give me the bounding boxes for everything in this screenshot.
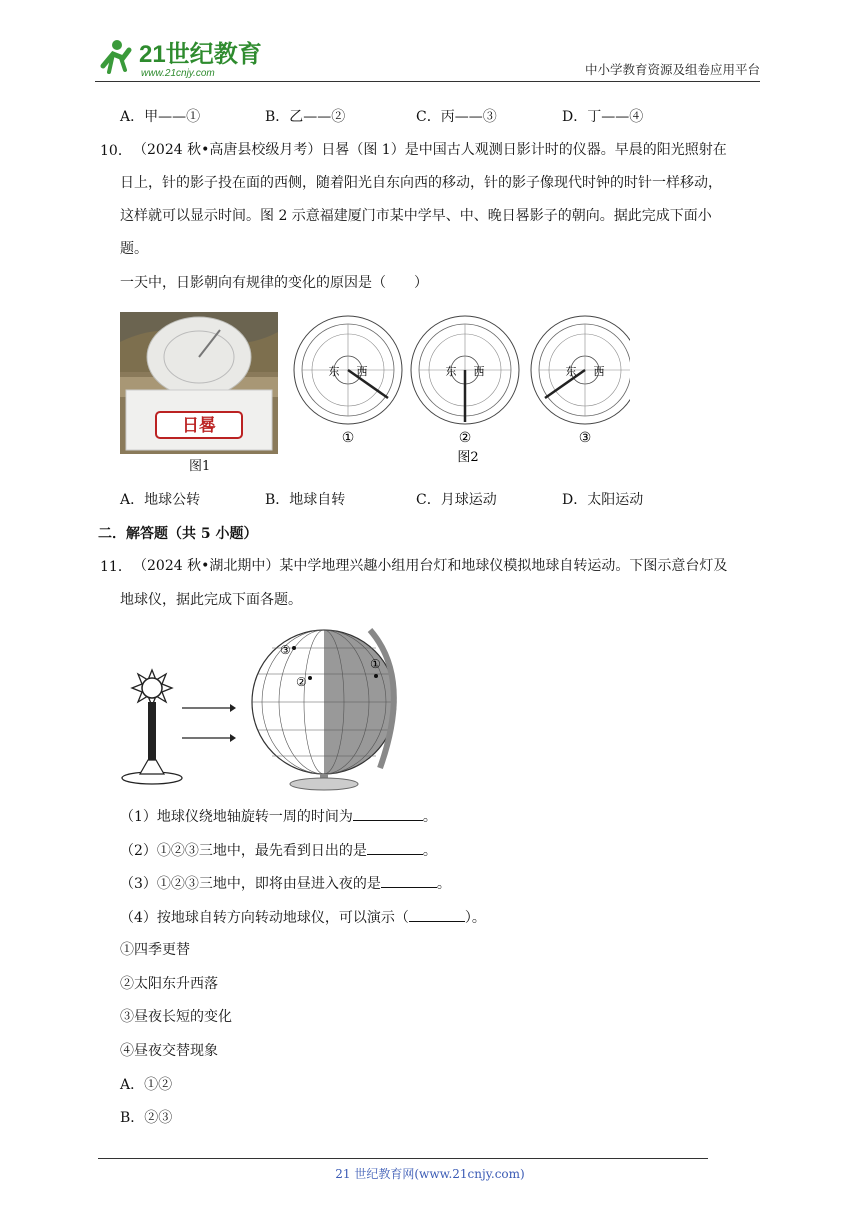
svg-text:西: 西	[356, 365, 368, 378]
fig1-caption: 图1	[189, 459, 211, 474]
q10-line-4: 题。	[120, 241, 148, 257]
q10-line-2: 日上，针的影子投在面的西侧，随着阳光自东向西的移动，针的影子像现代时钟的时针一样移动，	[120, 175, 722, 191]
globe-point-1: ①	[370, 657, 381, 671]
q10-line-3: 这样就可以显示时间。图 2 示意福建厦门市某中学早、中、晚日晷影子的朝向。据此完成下面小	[120, 208, 712, 224]
q11-line-1: （2024 秋•湖北期中）某中学地理兴趣小组用台灯和地球仪模拟地球自转运动。下图示意台灯及	[133, 558, 728, 574]
q11-choice-2: ②太阳东升西落	[120, 976, 218, 992]
footer-text: 21 世纪教育网(www.21cnjy.com)	[335, 1167, 525, 1181]
logo	[95, 36, 265, 80]
q11-sub3: （3）①②③三地中，即将由昼进入夜的是 。	[120, 873, 451, 894]
dial-label-1: ①	[341, 430, 355, 446]
q10-option-a: A．地球公转	[120, 492, 201, 508]
q10-number: 10．	[100, 143, 132, 159]
q11-sub2: （2）①②③三地中，最先看到日出的是 。	[120, 840, 437, 861]
dial-2	[411, 316, 519, 424]
q11-answer-b: B．②③	[120, 1110, 173, 1126]
answer-blank-3[interactable]	[381, 873, 437, 888]
svg-text:西: 西	[593, 365, 605, 378]
q9-option-b: B．乙——②	[265, 109, 346, 125]
q10-option-b: B．地球自转	[265, 492, 346, 508]
platform-name: 中小学教育资源及组卷应用平台	[584, 62, 760, 77]
logo-text: 21世纪教育	[139, 41, 262, 68]
header-divider	[95, 81, 760, 82]
q11-number: 11．	[100, 559, 132, 575]
globe	[252, 630, 396, 790]
globe-point-2: ②	[296, 675, 307, 689]
q10-line-1: （2024 秋•高唐县校级月考）日晷（图 1）是中国古人观测日影计时的仪器。早晨的阳光照射在	[133, 142, 727, 158]
q10-question: 一天中，日影朝向有规律的变化的原因是（ ）	[120, 275, 428, 291]
dial-1	[294, 316, 402, 424]
lamp-globe-figure	[112, 618, 412, 796]
answer-blank-2[interactable]	[367, 840, 423, 855]
q11-sub4: （4）按地球自转方向转动地球仪，可以演示（ ）。	[120, 907, 486, 928]
logo-url: www.21cnjy.com	[141, 68, 215, 79]
q10-option-c: C．月球运动	[416, 492, 497, 508]
q11-answer-a: A．①②	[120, 1077, 173, 1093]
q11-choice-3: ③昼夜长短的变化	[120, 1009, 232, 1025]
answer-blank-4[interactable]	[409, 907, 465, 922]
q9-option-d: D．丁——④	[562, 109, 644, 125]
svg-text:东: 东	[445, 365, 457, 378]
q11-sub1: （1）地球仪绕地轴旋转一周的时间为 。	[120, 806, 437, 827]
answer-blank-1[interactable]	[353, 806, 423, 821]
q11-line-2: 地球仪，据此完成下面各题。	[120, 592, 302, 608]
lamp	[122, 670, 182, 784]
q11-choice-1: ①四季更替	[120, 942, 190, 958]
q10-option-d: D．太阳运动	[562, 492, 644, 508]
dial-label-3: ③	[578, 430, 592, 446]
q11-choice-4: ④昼夜交替现象	[120, 1043, 218, 1059]
svg-text:东: 东	[328, 365, 340, 378]
dial-figure	[290, 314, 630, 464]
q9-option-a: A．甲——①	[120, 109, 201, 125]
q9-option-c: C．丙——③	[416, 109, 497, 125]
svg-text:西: 西	[473, 365, 485, 378]
sundial-sign: 日晷	[182, 416, 216, 436]
dial-3	[531, 316, 630, 424]
sundial-photo	[120, 312, 278, 454]
globe-point-3: ③	[280, 643, 291, 657]
svg-text:东: 东	[565, 365, 577, 378]
fig2-caption: 图2	[457, 450, 479, 464]
footer-divider	[98, 1158, 708, 1159]
section-title: 二．解答题（共 5 小题）	[98, 526, 258, 542]
dial-label-2: ②	[458, 430, 472, 446]
